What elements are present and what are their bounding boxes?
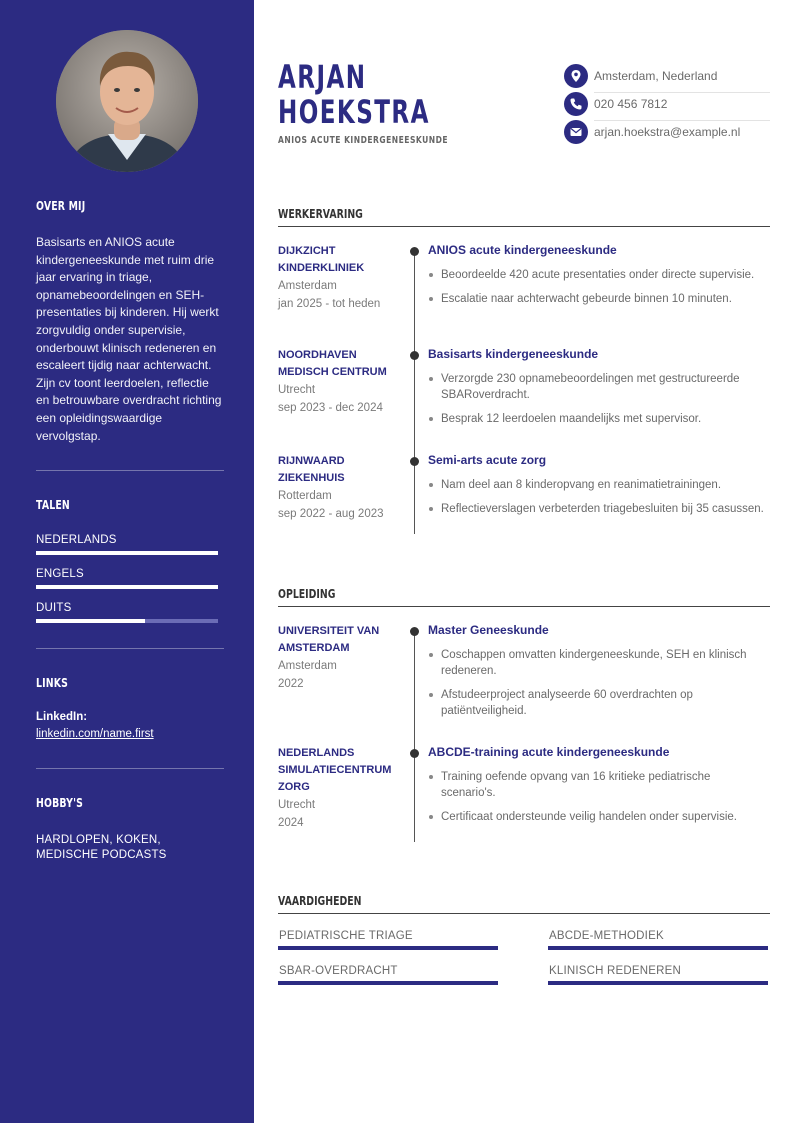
links-heading: LINKS bbox=[36, 676, 69, 690]
employer bbox=[278, 453, 396, 523]
achievement-list bbox=[428, 769, 768, 833]
section-rule bbox=[278, 913, 770, 914]
main-content bbox=[254, 0, 794, 1123]
employer bbox=[278, 347, 396, 417]
achievement-list bbox=[428, 267, 768, 315]
employment-period: sep 2023 - dec 2024 bbox=[278, 402, 383, 414]
achievement-item: Certificaat ondersteunde veilig handelen onder supervisie. bbox=[428, 809, 768, 825]
institution-name: SIMULATIECENTRUM bbox=[278, 764, 392, 776]
divider bbox=[36, 648, 224, 649]
hobbies-text bbox=[36, 833, 226, 863]
institution-location: Amsterdam bbox=[278, 660, 337, 672]
employer-name: DIJKZICHT bbox=[278, 245, 336, 257]
hobbies-line: HARDLOPEN, KOKEN, bbox=[36, 834, 161, 846]
achievement-item: Afstudeerproject analyseerde 60 overdrachten op patiëntveiligheid. bbox=[428, 687, 768, 719]
degree-title: Master Geneeskunde bbox=[428, 623, 549, 637]
language-level-bar bbox=[36, 619, 218, 623]
language-level-fill bbox=[36, 619, 145, 623]
timeline-dot bbox=[410, 457, 419, 466]
skill-item bbox=[278, 965, 498, 985]
phone-icon bbox=[564, 92, 588, 116]
achievement-item: Reflectieverslagen verbeterden triagebesluiten bij 35 casussen. bbox=[428, 501, 768, 517]
location-pin-icon bbox=[564, 64, 588, 88]
location-text: Amsterdam, Nederland bbox=[594, 69, 718, 83]
employer-location: Amsterdam bbox=[278, 280, 337, 292]
achievement-list bbox=[428, 371, 768, 435]
employer-name: KINDERKLINIEK bbox=[278, 262, 365, 274]
phone-text: 020 456 7812 bbox=[594, 97, 668, 111]
employment-period: sep 2022 - aug 2023 bbox=[278, 508, 384, 520]
employer-name: MEDISCH CENTRUM bbox=[278, 366, 387, 378]
language-level-fill bbox=[36, 585, 218, 589]
degree-title: ABCDE-training acute kindergeneeskunde bbox=[428, 745, 670, 759]
skill-bar bbox=[278, 946, 498, 950]
institution bbox=[278, 745, 396, 832]
employer bbox=[278, 243, 396, 313]
employment-period: jan 2025 - tot heden bbox=[278, 298, 381, 310]
contact-email bbox=[564, 119, 770, 147]
timeline-dot bbox=[410, 627, 419, 636]
sidebar bbox=[0, 0, 254, 1123]
institution-location: Utrecht bbox=[278, 799, 316, 811]
job-title: ANIOS ACUTE KINDERGENEESKUNDE bbox=[278, 135, 449, 146]
graduation-year: 2022 bbox=[278, 678, 304, 690]
hobbies-heading: HOBBY'S bbox=[36, 796, 84, 810]
language-label: NEDERLANDS bbox=[36, 534, 117, 546]
skill-name: KLINISCH REDENEREN bbox=[549, 965, 682, 977]
position-title: ANIOS acute kindergeneeskunde bbox=[428, 243, 617, 257]
timeline-dot bbox=[410, 749, 419, 758]
divider bbox=[36, 470, 224, 471]
institution-name: AMSTERDAM bbox=[278, 642, 350, 654]
skill-name: ABCDE-METHODIEK bbox=[549, 930, 664, 942]
language-level-bar bbox=[36, 551, 218, 555]
timeline-dot bbox=[410, 351, 419, 360]
institution-name: UNIVERSITEIT VAN bbox=[278, 625, 380, 637]
institution-name: ZORG bbox=[278, 781, 310, 793]
email-link[interactable]: arjan.hoekstra@example.nl bbox=[594, 125, 741, 139]
language-label: DUITS bbox=[36, 602, 72, 614]
skill-bar bbox=[278, 981, 498, 985]
institution bbox=[278, 623, 396, 693]
achievement-item: Besprak 12 leerdoelen maandelijks met supervisor. bbox=[428, 411, 768, 427]
timeline-dot bbox=[410, 247, 419, 256]
skill-bar bbox=[548, 946, 768, 950]
skill-bar bbox=[548, 981, 768, 985]
skill-name: SBAR-OVERDRACHT bbox=[279, 965, 398, 977]
divider bbox=[36, 768, 224, 769]
achievement-item: Nam deel aan 8 kinderopvang en reanimatietrainingen. bbox=[428, 477, 768, 493]
skill-item bbox=[548, 965, 768, 985]
achievement-list bbox=[428, 647, 768, 727]
contact-phone bbox=[564, 91, 770, 119]
timeline-line bbox=[414, 250, 415, 534]
achievement-item: Escalatie naar achterwacht gebeurde binnen 10 minuten. bbox=[428, 291, 768, 307]
position-title: Semi-arts acute zorg bbox=[428, 453, 547, 467]
last-name: HOEKSTRA bbox=[278, 93, 430, 131]
skill-item bbox=[548, 930, 768, 950]
section-rule bbox=[278, 226, 770, 227]
employer-location: Utrecht bbox=[278, 384, 316, 396]
achievement-item: Training oefende opvang van 16 kritieke pediatrische scenario's. bbox=[428, 769, 768, 801]
employer-name: ZIEKENHUIS bbox=[278, 472, 345, 484]
language-level-bar bbox=[36, 585, 218, 589]
skill-name: PEDIATRISCHE TRIAGE bbox=[279, 930, 413, 942]
linkedin-label: LinkedIn: bbox=[36, 711, 88, 723]
achievement-list bbox=[428, 477, 768, 525]
language-label: ENGELS bbox=[36, 568, 84, 580]
about-text: Basisarts en ANIOS acute kindergeneeskunde met ruim drie jaar ervaring in triage, opnamebeoordelingen en SEH-presentaties bij kinderen. Hij werkt zorgvuldig onder supervisie, onderbouwt klinisch redeneren en escaleert tijdig naar achterwacht. Zijn cv toont leerdoelen, reflectie en betrouwbare overdracht richting een opleidingswaardige vervolgstap. bbox=[36, 235, 222, 443]
experience-heading: WERKERVARING bbox=[278, 207, 363, 221]
skill-item bbox=[278, 930, 498, 950]
achievement-item: Beoordeelde 420 acute presentaties onder directe supervisie. bbox=[428, 267, 768, 283]
first-name: ARJAN bbox=[278, 58, 367, 96]
linkedin-link[interactable]: linkedin.com/name.first bbox=[36, 728, 154, 740]
contact-location bbox=[564, 63, 770, 91]
about-heading: OVER MIJ bbox=[36, 199, 86, 213]
achievement-item: Verzorgde 230 opnamebeoordelingen met gestructureerde SBARoverdracht. bbox=[428, 371, 768, 403]
full-name bbox=[278, 60, 430, 130]
position-title: Basisarts kindergeneeskunde bbox=[428, 347, 599, 361]
mail-icon bbox=[564, 120, 588, 144]
employer-name: NOORDHAVEN bbox=[278, 349, 357, 361]
profile-photo bbox=[56, 30, 198, 172]
skills-heading: VAARDIGHEDEN bbox=[278, 894, 362, 908]
institution-name: NEDERLANDS bbox=[278, 747, 355, 759]
timeline-line bbox=[414, 630, 415, 842]
employer-name: RIJNWAARD bbox=[278, 455, 345, 467]
language-level-fill bbox=[36, 551, 218, 555]
employer-location: Rotterdam bbox=[278, 490, 332, 502]
languages-heading: TALEN bbox=[36, 498, 70, 512]
graduation-year: 2024 bbox=[278, 817, 304, 829]
hobbies-line: MEDISCHE PODCASTS bbox=[36, 849, 167, 861]
education-heading: OPLEIDING bbox=[278, 587, 336, 601]
section-rule bbox=[278, 606, 770, 607]
achievement-item: Coschappen omvatten kindergeneeskunde, SEH en klinisch redeneren. bbox=[428, 647, 768, 679]
